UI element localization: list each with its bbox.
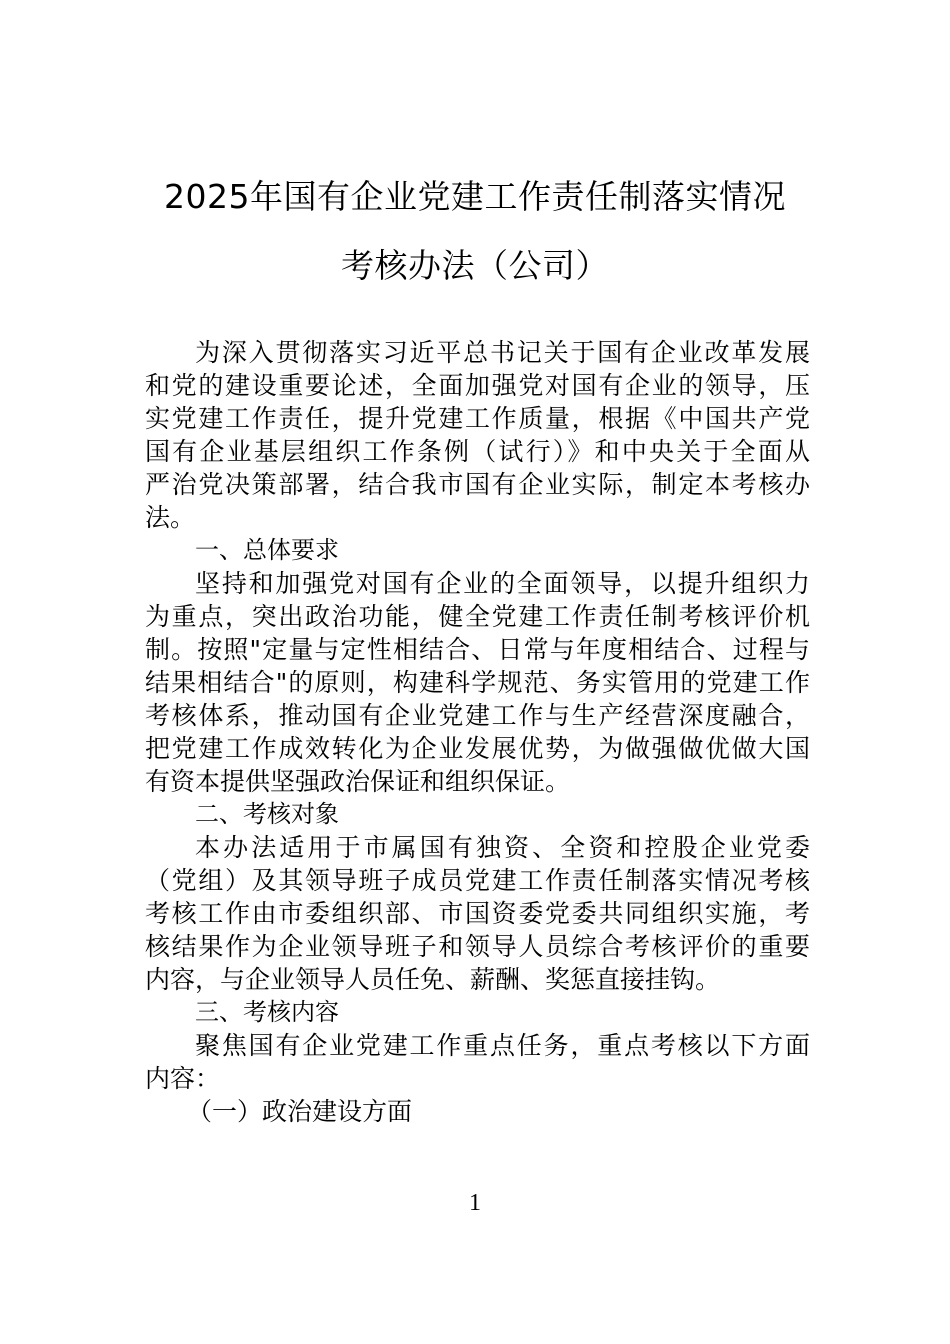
paragraph-line: 和党的建设重要论述，全面加强党对国有企业的领导，压 bbox=[145, 371, 810, 400]
paragraph-line: 为重点，突出政治功能，健全党建工作责任制考核评价机 bbox=[145, 602, 810, 631]
paragraph-line: 国有企业基层组织工作条例（试行）》和中央关于全面从 bbox=[145, 437, 810, 466]
section-heading: 二、考核对象 bbox=[195, 800, 339, 828]
paragraph-line: 核结果作为企业领导班子和领导人员综合考核评价的重要 bbox=[145, 932, 810, 961]
page-number: 1 bbox=[469, 1190, 481, 1216]
subsection-heading: （一）政治建设方面 bbox=[187, 1097, 413, 1126]
paragraph-line: 把党建工作成效转化为企业发展优势，为做强做优做大国 bbox=[145, 734, 810, 763]
paragraph-line: 法。 bbox=[145, 503, 196, 532]
paragraph-line: 内容： bbox=[145, 1064, 221, 1093]
paragraph-line: 考核体系，推动国有企业党建工作与生产经营深度融合， bbox=[145, 701, 810, 730]
section-heading: 三、考核内容 bbox=[195, 998, 339, 1026]
paragraph-line: 坚持和加强党对国有企业的全面领导，以提升组织力 bbox=[195, 569, 810, 598]
document-title-line-2: 考核办法（公司） bbox=[341, 246, 609, 285]
paragraph-line: 为深入贯彻落实习近平总书记关于国有企业改革发展 bbox=[195, 338, 810, 367]
paragraph-line: 有资本提供坚强政治保证和组织保证。 bbox=[145, 767, 571, 796]
paragraph-line: （党组）及其领导班子成员党建工作责任制落实情况考核 bbox=[145, 866, 810, 895]
paragraph-line: 实党建工作责任，提升党建工作质量，根据《中国共产党 bbox=[145, 404, 810, 433]
paragraph-line: 本办法适用于市属国有独资、全资和控股企业党委 bbox=[195, 833, 810, 862]
paragraph-line: 结果相结合"的原则，构建科学规范、务实管用的党建工作 bbox=[145, 668, 810, 697]
section-heading: 一、总体要求 bbox=[195, 536, 339, 564]
paragraph-line: 内容，与企业领导人员任免、薪酬、奖惩直接挂钩。 bbox=[145, 965, 721, 994]
paragraph-line: 聚焦国有企业党建工作重点任务，重点考核以下方面 bbox=[195, 1031, 810, 1060]
document-title-line-1: 2025年国有企业党建工作责任制落实情况 bbox=[164, 177, 786, 216]
paragraph-line: 制。按照"定量与定性相结合、日常与年度相结合、过程与 bbox=[145, 635, 810, 664]
paragraph-line: 考核工作由市委组织部、市国资委党委共同组织实施，考 bbox=[145, 899, 810, 928]
paragraph-line: 严治党决策部署，结合我市国有企业实际，制定本考核办 bbox=[145, 470, 810, 499]
